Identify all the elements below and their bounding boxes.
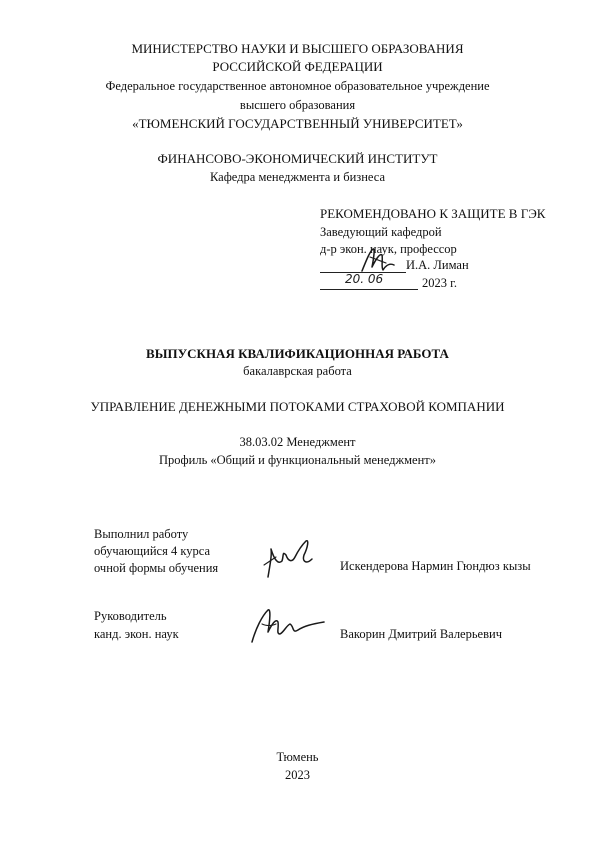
approval-year: 2023 г. [422,276,457,290]
institution-line2: высшего образования [239,98,356,112]
supervisor-name: Вакорин Дмитрий Валерьевич [340,627,502,641]
work-type: ВЫПУСКНАЯ КВАЛИФИКАЦИОННАЯ РАБОТА [146,346,449,361]
student-label-line2: обучающийся 4 курса [94,544,211,558]
student-name: Искендерова Нармин Гюндюз кызы [340,559,531,573]
ministry-line1: МИНИСТЕРСТВО НАУКИ И ВЫСШЕГО ОБРАЗОВАНИЯ [131,41,464,56]
approval-handwritten-date: 20. 06 [345,272,384,286]
student-label-line1: Выполнил работу [94,527,189,541]
supervisor-label-line2: канд. экон. наук [94,627,179,641]
department-name: Кафедра менеджмента и бизнеса [209,170,386,184]
student-signature [262,535,326,583]
work-code: 38.03.02 Менеджмент [239,435,356,449]
work-topic: УПРАВЛЕНИЕ ДЕНЕЖНЫМИ ПОТОКАМИ СТРАХОВОЙ КОМПАНИИ [90,399,505,414]
approval-degree: д-р экон. наук, профессор [320,242,457,256]
institute-name: ФИНАНСОВО-ЭКОНОМИЧЕСКИЙ ИНСТИТУТ [157,151,438,166]
ministry-line2: РОССИЙСКОЙ ФЕДЕРАЦИИ [212,59,383,74]
approval-date-line [320,289,418,290]
work-profile: Профиль «Общий и функциональный менеджмент» [159,453,436,467]
approval-position: Заведующий кафедрой [320,225,442,239]
approval-title: РЕКОМЕНДОВАНО К ЗАЩИТЕ В ГЭК [320,206,546,221]
footer-year: 2023 [285,768,310,782]
footer-city: Тюмень [276,750,319,764]
institution-line1: Федеральное государственное автономное образовательное учреждение [105,79,490,93]
work-subtype: бакалаврская работа [243,364,352,378]
university-name: «ТЮМЕНСКИЙ ГОСУДАРСТВЕННЫЙ УНИВЕРСИТЕТ» [132,116,463,131]
approval-name: И.А. Лиман [406,258,469,272]
supervisor-signature [246,604,332,648]
student-label-line3: очной формы обучения [94,561,219,575]
supervisor-label-line1: Руководитель [94,609,167,623]
